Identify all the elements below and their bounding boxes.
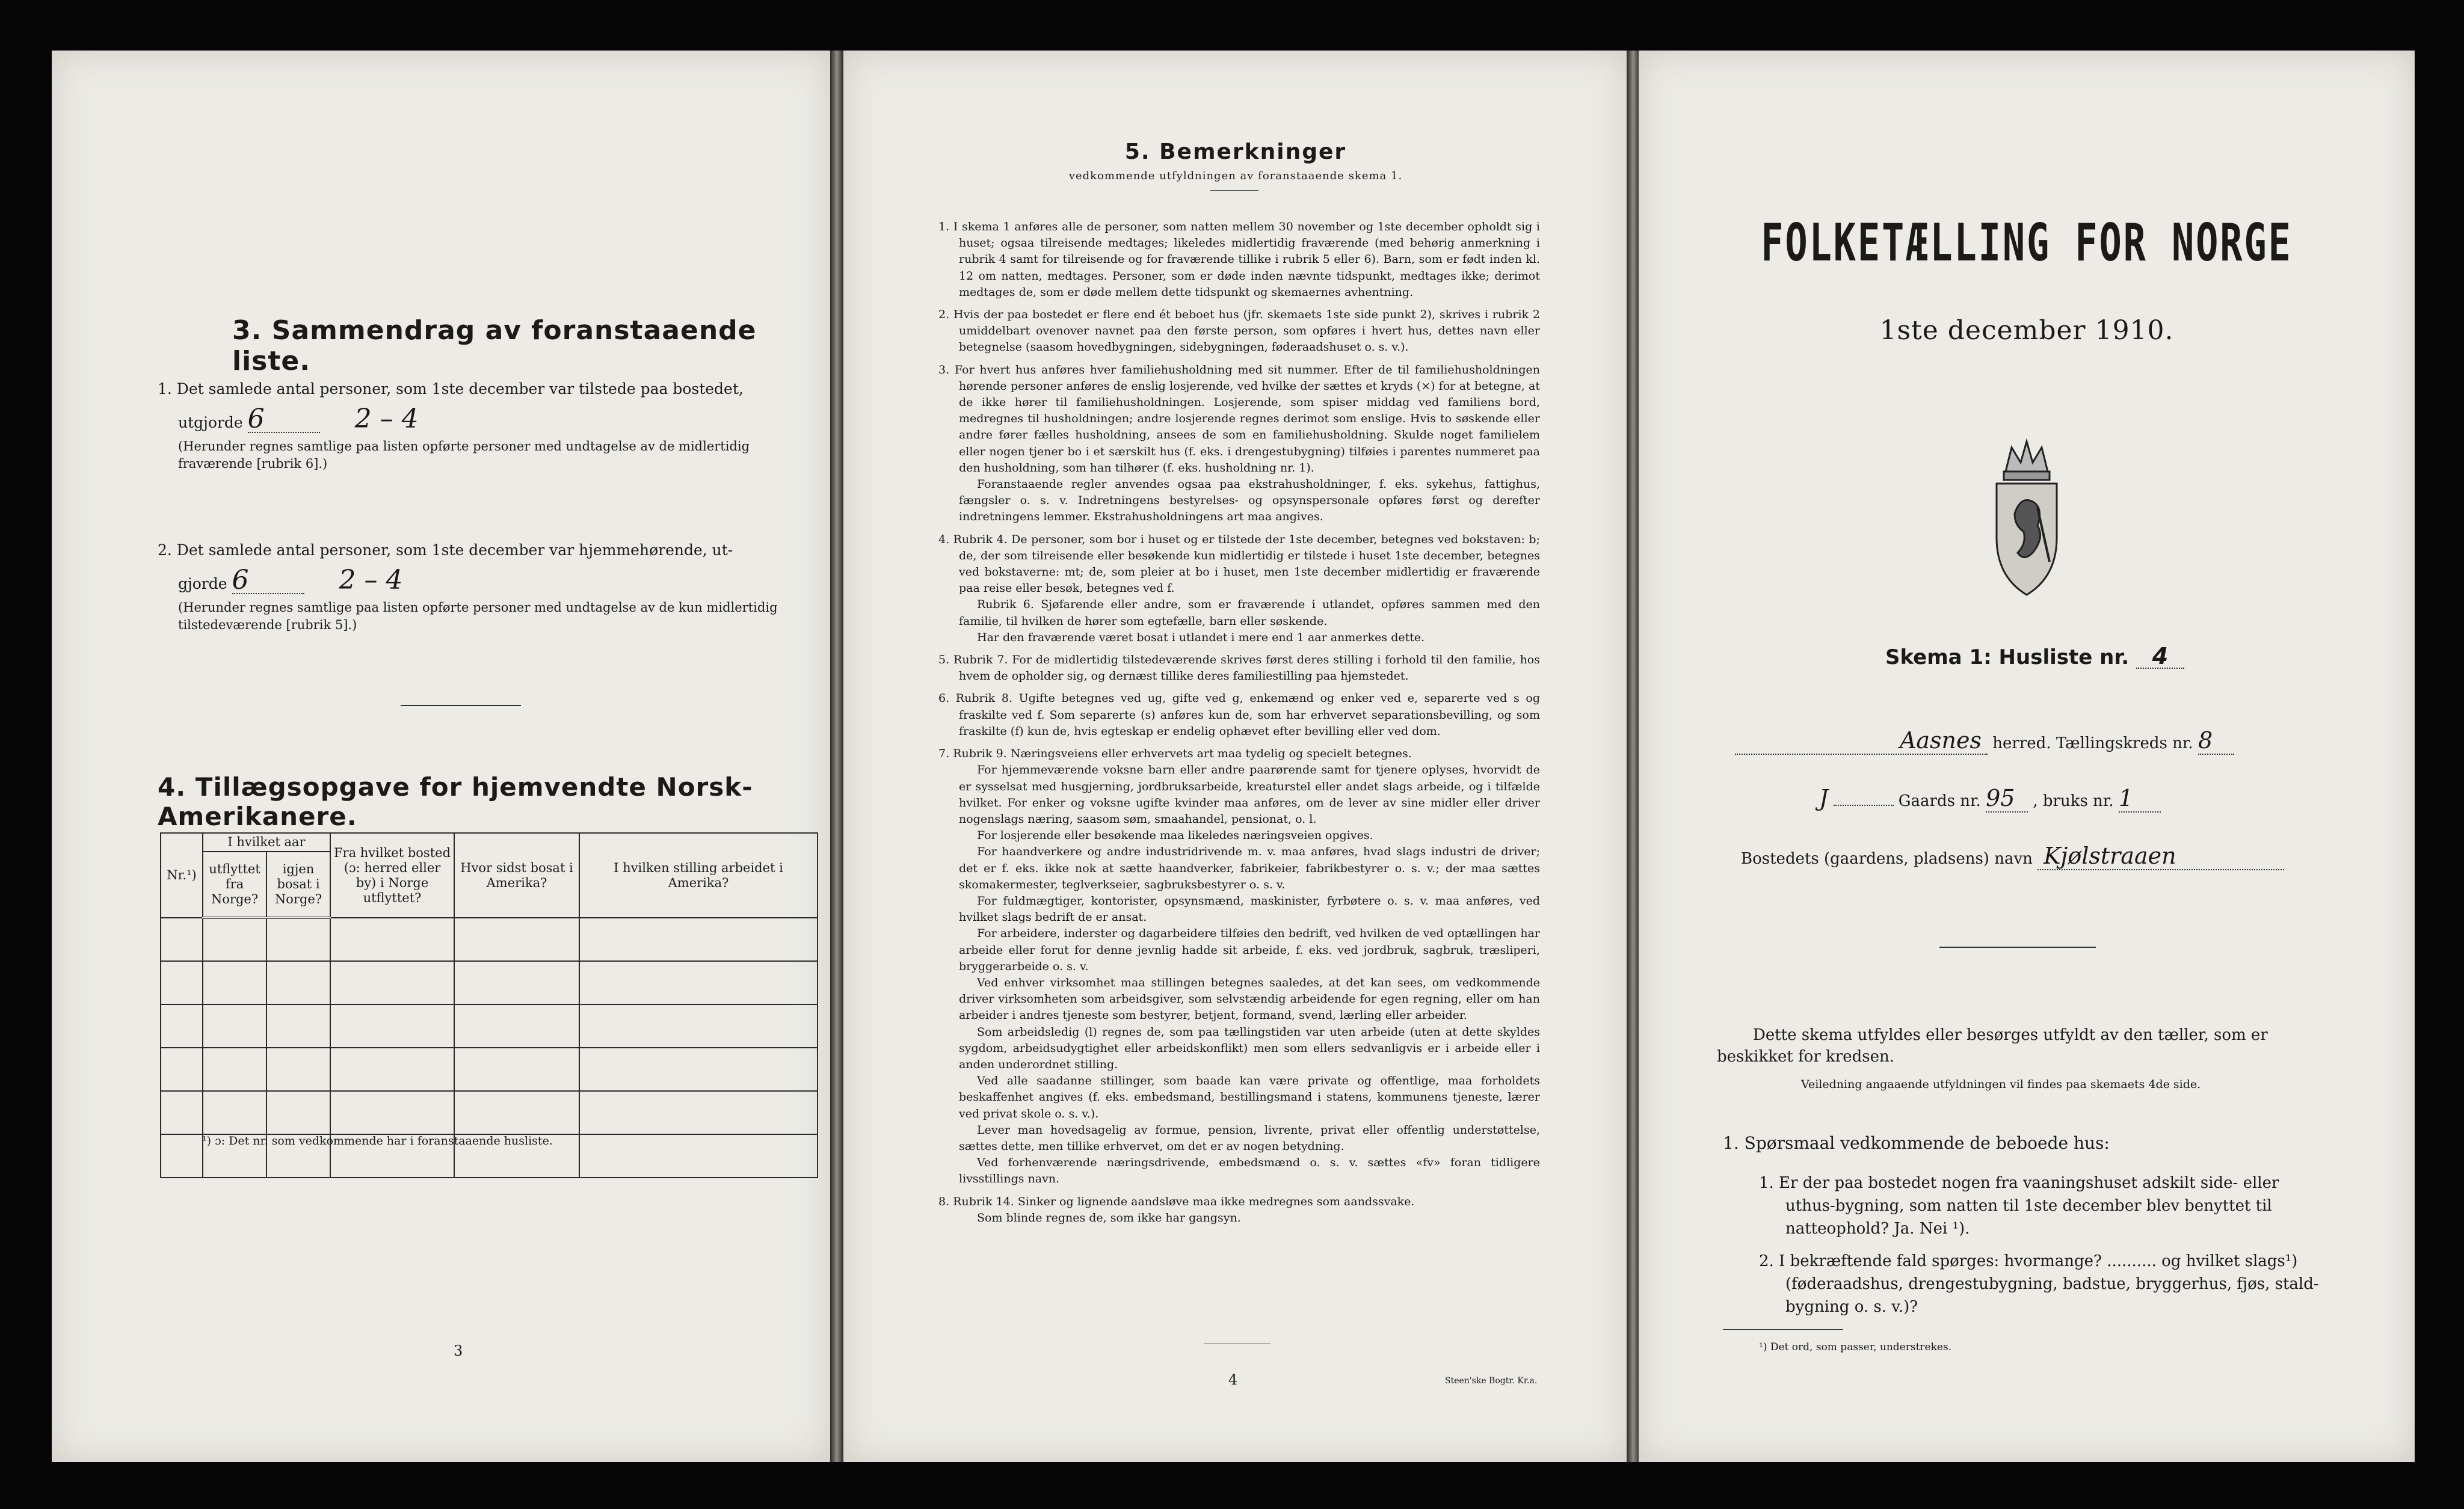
bemerkning-paragraph: Foranstaaende regler anvendes ogsaa paa ekstrahusholdninger, f. eks. sykehus, fattighus, fængsler o. s. v. Indretningens bestyrelses- og opsynspersonale opføres først og derefter indretningens lemmer. Ekstrahusholdningens art maa angives. xyxy=(959,478,1540,524)
spine-right xyxy=(1627,51,1640,1462)
table-row xyxy=(161,1091,818,1134)
bemerkning-paragraph: For hjemmeværende voksne barn eller andre paarørende samt for tjenere oplyses, hvorvidt de er sysselsat med husgjerning, jordbruksarbeide, kreaturstel eller andet slags arbeide, og i tilfælde hvilket. For enker og voksne ugifte kvinder maa anføres, om de lever av sine midler eller driver nogenslags næring, saasom søm, smaahandel, pensionat, o. l. xyxy=(959,763,1540,826)
gaards-nr-handwritten: 95 xyxy=(1986,785,2015,811)
bemerkninger-title: 5. Bemerkninger xyxy=(1124,140,1347,164)
intro-text-2: beskikket for kredsen. xyxy=(1717,1048,1894,1066)
bemerkninger-subtitle: vedkommende utfyldningen av foranstaaende skema 1. xyxy=(1068,170,1403,182)
bemerkning-paragraph: 2. Hvis der paa bostedet er flere end ét beboet hus (jfr. skemaets 1ste side punkt 2), skrives i rubrik 2 umiddelbart ovenover navnet paa den første person, som opføres i hvert hus, dettes navn eller betegnelse (saasom hovedbygningen, sidebygningen, føderaadshuset o. s. v.). xyxy=(938,308,1540,354)
section3-q2: 2. Det samlede antal personer, som 1ste december var hjemmehørende, ut- gjorde 6 2 – 4 (Herunder regnes samtlige paa listen opførte personer med undtagelse av de kun midlertidig tilstedeværende [rubrik 5].) xyxy=(158,541,819,634)
bemerkning-paragraph: Ved forhenværende næringsdrivende, embedsmænd o. s. v. sættes «fv» foran tidligere livsstillings navn. xyxy=(959,1156,1540,1186)
section4-title: 4. Tillægsopgave for hjemvendte Norsk-Amerikanere. xyxy=(158,772,753,831)
intro-note: Veiledning angaaende utfyldningen vil findes paa skemaets 4de side. xyxy=(1801,1078,2201,1091)
col-fra-bosted: Fra hvilket bosted (ɔ: herred eller by) i Norge utflyttet? xyxy=(330,833,454,918)
bemerkning-paragraph: 7. Rubrik 9. Næringsveiens eller erhvervets art maa tydelig og specielt betegnes. xyxy=(938,747,1412,761)
bemerkning-paragraph: Ved enhver virksomhet maa stillingen betegnes saaledes, at det kan sees, om vedkommende driver virksomheten som arbeidsgiver, som selvstændig arbeidende for egen regning, eller om han arbeider i andres tjeneste som bestyrer, betjent, formand, svend, lærling eller arbeider. xyxy=(959,976,1540,1022)
printer-mark: Steen'ske Bogtr. Kr.a. xyxy=(1445,1376,1538,1386)
bemerkning-paragraph: Ved alle saadanne stillinger, som baade kan være private og offentlige, maa forholdets beskaffenhet angives (f. eks. embedsmand, bestillingsmand i statens, kommunens tjeneste, lærer ved privat skole o. s. v.). xyxy=(959,1074,1540,1120)
q1-line3: natteophold? Ja. Nei ¹). xyxy=(1785,1220,1970,1238)
col-nr: Nr.¹) xyxy=(161,833,203,918)
bosted-handwritten: Kjølstraaen xyxy=(2044,843,2176,869)
q2-line2: (føderaadshus, drengestubygning, badstue, bryggerhus, fjøs, stald- xyxy=(1785,1275,2319,1293)
bemerkning-paragraph: 1. I skema 1 anføres alle de personer, som natten mellem 30 november og 1ste december opholdt sig i huset; ogsaa tilreisende medtages; likeledes midlertidig fraværende (med behørig anmerkning i rubrik 4 samt for tilreisende og for fraværende tillike i rubrik 5 eller 6). Barn, som er født inden kl. 12 om natten, medtages. Personer, som er døde inden nævnte tidspunkt, medtages ikke; derimot medtages de, som er døde mellem dette tidspunkt og skemaernes avhentning. xyxy=(938,220,1540,299)
q1-handwritten-total: 6 xyxy=(247,404,265,434)
bemerkning-paragraph: 5. Rubrik 7. For de midlertidig tilstedeværende skrives først deres stilling i forhold til den familie, hos hvem de opholder sig, og dernæst tillike deres familiestilling paa hjemstedet. xyxy=(938,653,1540,683)
husliste-nr-handwritten: 4 xyxy=(2152,643,2169,669)
col-stilling: I hvilken stilling arbeidet i Amerika? xyxy=(579,833,818,918)
norsk-amerikanere-table xyxy=(160,832,818,1178)
spine-left xyxy=(830,51,843,1462)
q2-handwritten-range: 2 – 4 xyxy=(339,565,403,595)
divider xyxy=(1723,1329,1843,1330)
page-middle xyxy=(843,51,1628,1462)
section3-q1: 1. Det samlede antal personer, som 1ste december var tilstede paa bostedet, utgjorde 6 2 – 4 (Herunder regnes samtlige paa listen opførte personer med undtagelse av de midlertidig fraværende [rubrik 6].) xyxy=(158,380,819,473)
q2-line3: bygning o. s. v.)? xyxy=(1785,1298,1918,1316)
table-row xyxy=(161,1048,818,1091)
q2-handwritten-total: 6 xyxy=(232,565,249,595)
bemerkning-paragraph: For haandverkere og andre industridrivende m. v. maa anføres, hvad slags industri de driver; det er f. eks. ikke nok at sætte haandverker, fabrikeier, fabrikbestyrer o. s. v.; der maa sættes skomakermester, teglverkseier, sagbruksbestyrer o. s. v. xyxy=(959,845,1540,891)
intro-text: Dette skema utfyldes eller besørges utfyldt av den tæller, som er xyxy=(1753,1026,2268,1044)
bemerkning-paragraph: For losjerende eller besøkende maa likeledes næringsveien opgives. xyxy=(977,829,1373,843)
col-igjen-bosat: igjen bosat i Norge? xyxy=(266,852,330,918)
kreds-nr-handwritten: 8 xyxy=(2198,727,2213,754)
col-utflyttet: utflyttet fra Norge? xyxy=(203,852,266,918)
page-number-left: 3 xyxy=(454,1342,463,1359)
bemerkning-paragraph: 6. Rubrik 8. Ugifte betegnes ved ug, gifte ved g, enkemænd og enker ved e, separerte ved s og fraskilte ved f. Som separerte (s) anføres kun de, som har erhvervet separationsbevilling, og som fraskilte (f) kun de, hvis egteskap er endelig ophævet efter bevilling eller ved dom. xyxy=(938,692,1540,738)
skema-line: Skema 1: Husliste nr. 4 xyxy=(1885,646,2184,669)
q1-line2: uthus-bygning, som natten til 1ste december blev benyttet til xyxy=(1785,1197,2272,1215)
bemerkning-paragraph: Har den fraværende været bosat i utlandet i mere end 1 aar anmerkes dette. xyxy=(977,630,1425,644)
bemerkning-paragraph: Lever man hovedsagelig av formue, pension, livrente, privat eller offentlig understøttelse, sættes dette, men tillike erhvervet, om det er av nogen betydning. xyxy=(959,1123,1540,1153)
table-row xyxy=(161,1004,818,1048)
bemerkning-paragraph: Som arbeidsledig (l) regnes de, som paa tællingstiden var uten arbeide (uten at dette skyldes sygdom, arbeidsudygtighet eller arbeidskonflikt) men som ellers sedvanligvis er i arbeide eller i anden underordnet stilling. xyxy=(959,1025,1540,1071)
bemerkning-paragraph: For arbeidere, inderster og dagarbeidere tilføies den bedrift, ved hvilken de ved optællingen har arbeide eller forut for denne jevnlig hadde sit arbeide, f. eks. ved jordbruk, sagbruk, træsliperi, bryggerarbeide o. s. v. xyxy=(959,927,1540,973)
q1-handwritten-range: 2 – 4 xyxy=(354,404,419,434)
herred-line: Aasnes herred. Tællingskreds nr. 8 xyxy=(1735,730,2234,755)
section4-footnote: ¹) ɔ: Det nr. som vedkommende har i foranstaaende husliste. xyxy=(202,1134,553,1148)
bemerkning-paragraph: 3. For hvert hus anføres hver familiehusholdning med sit nummer. Efter de til familiehusholdningen hørende personer anføres de enslig losjerende, ved hvilke der sættes et kryds (×) for at betegne, at de ikke hører til familiehusholdningen. Losjerende, som spiser middag ved familiens bord, medregnes til husholdningen; andre losjerende regnes derimot som enslige. Hvis to søskende eller andre fører fælles husholdning, ansees de som en familiehusholdning. Skulde noget familielem eller nogen tjener bo i et særskilt hus (f. eks. i drengestubygning) tilføies i parentes nummeret paa den husholdning, som han tilhører (f. eks. husholdning nr. 1). xyxy=(938,363,1540,475)
q2-line1: 2. I bekræftende fald spørges: hvormange? .......... og hvilket slags¹) xyxy=(1759,1252,2298,1270)
bemerkninger-body xyxy=(938,213,1540,1226)
page-left xyxy=(52,51,830,1462)
section3-q1-note: (Herunder regnes samtlige paa listen opførte personer med undtagelse av de midlertidig fraværende [rubrik 6].) xyxy=(178,439,750,471)
page-number-middle: 4 xyxy=(1228,1371,1238,1388)
questions-title: 1. Spørsmaal vedkommende de beboede hus: xyxy=(1723,1133,2110,1153)
section3-title: 3. Sammendrag av foranstaaende liste. xyxy=(232,315,757,376)
bemerkning-paragraph: Rubrik 6. Sjøfarende eller andre, som er fraværende i utlandet, opføres sammen med den familie, til hvilken de hører som egtefælle, barn eller søskende. xyxy=(959,598,1540,628)
q1-line1: 1. Er der paa bostedet nogen fra vaaningshuset adskilt side- eller xyxy=(1759,1174,2279,1192)
section3-q2-note: (Herunder regnes samtlige paa listen opførte personer med undtagelse av de kun midlertidig tilstedeværende [rubrik 5].) xyxy=(178,600,778,632)
norway-coat-of-arms-icon xyxy=(1973,435,2081,604)
divider xyxy=(1210,190,1258,191)
bosted-line: Bostedets (gaardens, pladsens) navn Kjølstraaen xyxy=(1741,846,2284,870)
bemerkning-paragraph: Som blinde regnes de, som ikke har gangsyn. xyxy=(977,1211,1241,1225)
bruks-nr-handwritten: 1 xyxy=(2118,785,2134,811)
main-title: FOLKETÆLLING FOR NORGE xyxy=(1761,213,2293,273)
col-sidst-bosat: Hvor sidst bosat i Amerika? xyxy=(454,833,579,918)
census-date: 1ste december 1910. xyxy=(1879,315,2174,346)
table-row xyxy=(161,918,818,961)
gaards-line: J Gaards nr. 95 , bruks nr. 1 xyxy=(1819,788,2161,813)
table-row xyxy=(161,961,818,1004)
page-right xyxy=(1639,51,2415,1462)
divider-ornament xyxy=(1939,947,2096,948)
right-footnote: ¹) Det ord, som passer, understrekes. xyxy=(1759,1341,1952,1353)
col-group-aar: I hvilket aar xyxy=(203,833,330,852)
herred-handwritten: Aasnes xyxy=(1899,727,1982,754)
bemerkning-paragraph: 8. Rubrik 14. Sinker og lignende aandsløve maa ikke medregnes som aandssvake. xyxy=(938,1194,1415,1208)
divider xyxy=(401,705,521,706)
bemerkning-paragraph: 4. Rubrik 4. De personer, som bor i huset og er tilstede der 1ste december, betegnes ved bokstaven: b; de, der som tilreisende eller besøkende kun midlertidig er tilstede i huset 1ste december, betegnes ved bokstaverne: mt; de, som pleier at bo i huset, men 1ste december midlertidig er fraværende paa reise eller besøk, betegnes ved f. xyxy=(938,532,1540,595)
bemerkning-paragraph: For fuldmægtiger, kontorister, opsynsmænd, maskinister, fyrbøtere o. s. v. maa anføres, ved hvilket slags bedrift de er ansat. xyxy=(959,894,1540,924)
